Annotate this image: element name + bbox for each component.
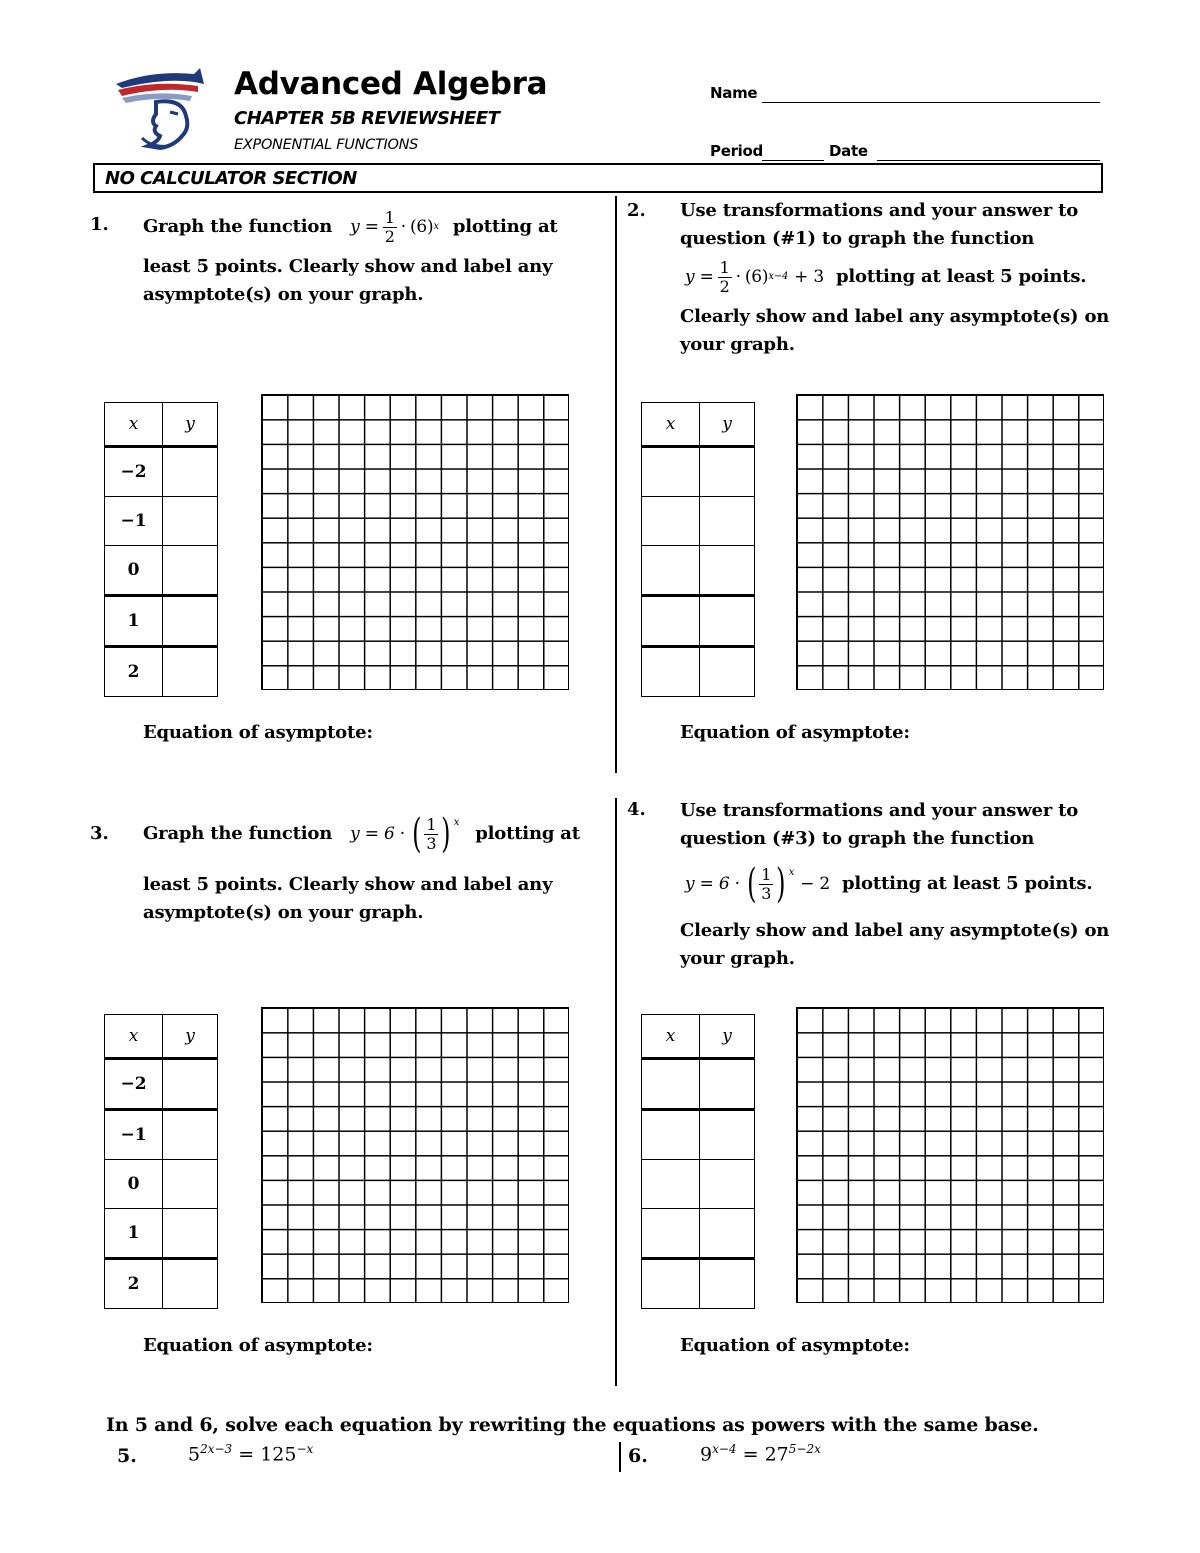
q5-equation: [188, 1442, 313, 1465]
q1-frac-num: 1: [384, 207, 395, 227]
table-y-cell[interactable]: [700, 596, 755, 647]
table-head-y: y: [700, 1015, 755, 1059]
period-field[interactable]: [762, 144, 824, 161]
q2-line4: Clearly show and label any asymptote(s) on: [680, 306, 1110, 327]
table-y-cell[interactable]: [700, 1209, 755, 1259]
q5-base-left: 5: [188, 1443, 201, 1466]
q3-prompt: Graph the function y = 6 · ( $\frac{1}{3}$ ) x plotting at least 5 points. Clearly show and label any asymptote(s) on your graph.: [143, 805, 603, 927]
patriot-head-logo-icon: [112, 66, 207, 154]
q3-graph-grid[interactable]: [261, 1007, 569, 1303]
q3-number: 3.: [90, 823, 109, 844]
q6-eq-right: = 27: [742, 1443, 789, 1466]
table-y-cell[interactable]: [163, 497, 218, 546]
q1-frac-den: 2: [384, 226, 395, 246]
q2-eq-suffix: + 3: [794, 267, 824, 287]
q4-asymptote-label: Equation of asymptote:: [680, 1335, 910, 1356]
q3-eq-prefix: y = 6 ·: [350, 824, 405, 844]
q1-number: 1.: [90, 214, 109, 235]
q6-exp-right: 5−2x: [788, 1442, 821, 1456]
q2-asymptote-label: Equation of asymptote:: [680, 722, 910, 743]
q4-prompt: Use transformations and your answer to question (#3) to graph the function y = 6 · ( $\frac{1}{3}$ ) x − 2 plotting at least 5 points. Clearly show and label any asymptote(s) on your graph.: [680, 797, 1140, 973]
q4-eq-prefix: y = 6 ·: [685, 874, 740, 894]
table-x-cell: −2: [105, 447, 163, 497]
q2-line2: question (#1) to graph the function: [680, 228, 1035, 249]
q4-eq-exp: x: [788, 867, 795, 878]
q6-equation: [700, 1442, 821, 1465]
table-x-cell[interactable]: [642, 1259, 700, 1309]
q4-line2: question (#3) to graph the function: [680, 828, 1035, 849]
q3-line3: asymptote(s) on your graph.: [143, 902, 424, 923]
q6-exp-left: x−4: [712, 1442, 737, 1456]
topic-subtitle: EXPONENTIAL FUNCTIONS: [234, 137, 419, 153]
table-head-x: x: [105, 403, 163, 447]
q2-eq-prefix: y =: [685, 267, 714, 287]
q2-frac-den: 2: [719, 276, 730, 296]
table-y-cell[interactable]: [163, 1259, 218, 1309]
q3-frac-num: 1: [426, 814, 437, 834]
q3-xy-table: [104, 1014, 218, 1309]
q3-fraction: [424, 816, 438, 853]
worksheet-title: Advanced Algebra: [234, 66, 548, 102]
table-x-cell: 2: [105, 1259, 163, 1309]
q2-line1: Use transformations and your answer to: [680, 200, 1079, 221]
q6-base-left: 9: [700, 1443, 713, 1466]
q1-xy-table: [104, 402, 218, 697]
q1-asymptote-label: Equation of asymptote:: [143, 722, 373, 743]
q1-graph-grid[interactable]: [261, 394, 569, 690]
q4-frac-den: 3: [761, 883, 772, 903]
q1-after: plotting at: [452, 216, 558, 237]
table-x-cell[interactable]: [642, 447, 700, 497]
column-divider-middle: [615, 798, 617, 1386]
section-label: NO CALCULATOR SECTION: [105, 168, 357, 189]
table-y-cell[interactable]: [163, 647, 218, 697]
table-y-cell[interactable]: [700, 1059, 755, 1110]
table-y-cell[interactable]: [700, 447, 755, 497]
table-x-cell[interactable]: [642, 546, 700, 596]
q2-after: plotting at least 5 points.: [836, 266, 1087, 287]
table-x-cell: 1: [105, 596, 163, 647]
table-head-x: x: [105, 1015, 163, 1059]
table-y-cell[interactable]: [700, 546, 755, 596]
q2-prompt: Use transformations and your answer to question (#1) to graph the function y = $\frac{1}{2}$ · (6) x−4 + 3 plotting at least 5 points. Clearly show and label any asymptote(s) on your graph.: [680, 197, 1140, 359]
q1-line3: asymptote(s) on your graph.: [143, 284, 424, 305]
q4-line4: Clearly show and label any asymptote(s) on: [680, 920, 1110, 941]
q2-fraction: [718, 259, 732, 296]
q2-frac-num: 1: [719, 257, 730, 277]
table-x-cell[interactable]: [642, 647, 700, 697]
table-x-cell: 0: [105, 546, 163, 596]
chapter-subtitle: CHAPTER 5B REVIEWSHEET: [234, 108, 500, 129]
q1-lead: Graph the function: [143, 216, 333, 237]
date-field[interactable]: [877, 144, 1100, 161]
q3-eq-exp: x: [453, 817, 460, 828]
period-label: Period: [710, 142, 763, 160]
q1-prompt: Graph the function y = $\frac{1}{2}$ · (6) x plotting at least 5 points. Clearly show and label any asymptote(s) on your graph.: [143, 207, 603, 309]
q1-fraction: [383, 209, 397, 246]
q3-after: plotting at: [475, 823, 580, 844]
q4-number: 4.: [627, 799, 646, 820]
column-divider-top: [615, 196, 617, 773]
table-y-cell[interactable]: [163, 1059, 218, 1110]
q5-exp-left: 2x−3: [200, 1442, 233, 1456]
q2-graph-grid[interactable]: [796, 394, 1104, 690]
q3-asymptote-label: Equation of asymptote:: [143, 1335, 373, 1356]
column-divider-bottom: [619, 1442, 621, 1472]
q2-eq-base: (6): [744, 267, 769, 287]
table-x-cell[interactable]: [642, 1110, 700, 1160]
table-y-cell[interactable]: [700, 1259, 755, 1309]
q3-lead: Graph the function: [143, 823, 333, 844]
table-head-x: x: [642, 1015, 700, 1059]
table-y-cell[interactable]: [700, 497, 755, 546]
q4-line1: Use transformations and your answer to: [680, 800, 1079, 821]
table-x-cell: 1: [105, 1209, 163, 1259]
q2-number: 2.: [627, 200, 646, 221]
table-x-cell: 2: [105, 647, 163, 697]
q3-frac-den: 3: [426, 833, 437, 853]
q2-line5: your graph.: [680, 334, 795, 355]
q1-eq-prefix: y =: [350, 217, 379, 237]
section-banner: [93, 163, 1103, 193]
table-head-x: x: [642, 403, 700, 447]
table-y-cell[interactable]: [163, 546, 218, 596]
table-y-cell[interactable]: [163, 1160, 218, 1209]
q2-eq-exp: x−4: [768, 271, 789, 282]
q2-xy-table: [641, 402, 755, 697]
q4-graph-grid[interactable]: [796, 1007, 1104, 1303]
table-x-cell[interactable]: [642, 1160, 700, 1209]
table-y-cell[interactable]: [700, 1160, 755, 1209]
table-x-cell: −1: [105, 497, 163, 546]
name-label: Name: [710, 84, 758, 102]
date-label: Date: [829, 142, 868, 160]
q1-eq-base: (6): [409, 217, 434, 237]
table-y-cell[interactable]: [700, 1110, 755, 1160]
table-x-cell[interactable]: [642, 596, 700, 647]
table-y-cell[interactable]: [163, 596, 218, 647]
q6-number: 6.: [628, 1445, 648, 1467]
q1-eq-exp: x: [433, 221, 439, 232]
table-y-cell[interactable]: [163, 1110, 218, 1160]
q5-exp-right: −x: [296, 1442, 314, 1456]
table-x-cell: −1: [105, 1110, 163, 1160]
q5-6-instructions: In 5 and 6, solve each equation by rewriting the equations as powers with the same base.: [106, 1414, 1039, 1436]
q4-xy-table: [641, 1014, 755, 1309]
table-x-cell[interactable]: [642, 1059, 700, 1110]
q4-frac-num: 1: [761, 864, 772, 884]
table-x-cell: −2: [105, 1059, 163, 1110]
q4-line5: your graph.: [680, 948, 795, 969]
q4-eq-suffix: − 2: [800, 874, 831, 894]
q5-number: 5.: [117, 1445, 137, 1467]
q4-after: plotting at least 5 points.: [842, 873, 1093, 894]
q5-eq-right: = 125: [238, 1443, 297, 1466]
table-x-cell[interactable]: [642, 1209, 700, 1259]
name-field[interactable]: [762, 86, 1100, 103]
table-x-cell: 0: [105, 1160, 163, 1209]
table-x-cell[interactable]: [642, 497, 700, 546]
q1-line2: least 5 points. Clearly show and label any: [143, 256, 553, 277]
q4-fraction: [759, 866, 773, 903]
table-y-cell[interactable]: [163, 447, 218, 497]
table-head-y: y: [163, 1015, 218, 1059]
table-y-cell[interactable]: [163, 1209, 218, 1259]
table-head-y: y: [700, 403, 755, 447]
table-head-y: y: [163, 403, 218, 447]
table-y-cell[interactable]: [700, 647, 755, 697]
q3-line2: least 5 points. Clearly show and label any: [143, 874, 553, 895]
